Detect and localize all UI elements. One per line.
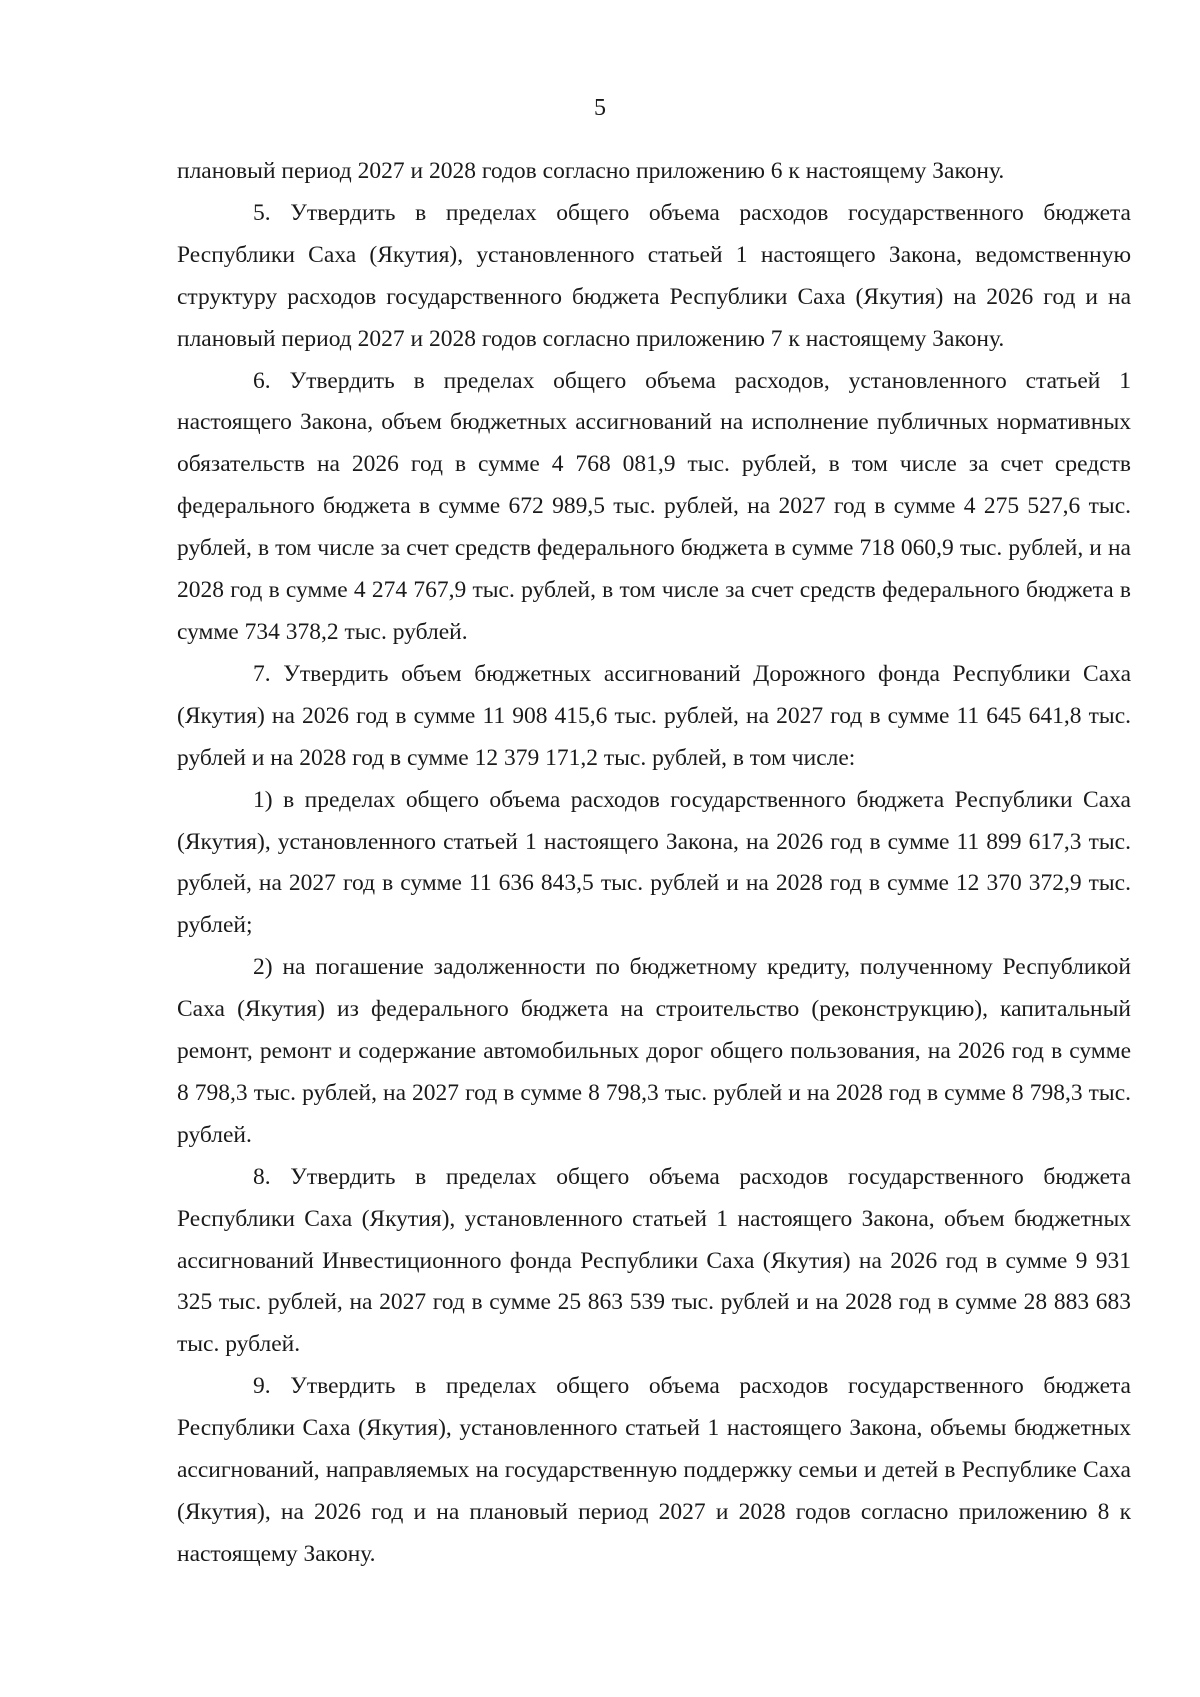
paragraph-item-7: 7. Утвердить объем бюджетных ассигнований Дорожного фонда Республики Саха (Якутия) на 2026 год в сумме 11 908 415,6 тыс. рублей, на 2027 год в сумме 11 645 641,8 тыс. рублей и на 2028 год в сумме 12 379 171,2 тыс. рублей, в том числе: bbox=[177, 660, 1131, 771]
paragraph-item-8: 8. Утвердить в пределах общего объема расходов государственного бюджета Республики Саха (Якутия), установленного статьей 1 настоящего Закона, объем бюджетных ассигнований Инвестиционного фонда Республики Саха (Якутия) на 2026 год в сумме 9 931 325 тыс. рублей, на 2027 год в сумме 25 863 539 тыс. рублей и на 2028 год в сумме 28 883 683 тыс. рублей. bbox=[177, 1163, 1131, 1358]
paragraph-item-5: 5. Утвердить в пределах общего объема расходов государственного бюджета Республики Саха (Якутия), установленного статьей 1 настоящего Закона, ведомственную структуру расходов государственного бюджета Республики Саха (Якутия) на 2026 год и на плановый период 2027 и 2028 годов согласно приложению 7 к настоящему Закону. bbox=[177, 199, 1131, 352]
page-number: 5 bbox=[594, 95, 606, 121]
paragraph-item-9: 9. Утвердить в пределах общего объема расходов государственного бюджета Республики Саха (Якутия), установленного статьей 1 настоящего Закона, объемы бюджетных ассигнований, направляемых на государственную поддержку семьи и детей в Республике Саха (Якутия), на 2026 год и на плановый период 2027 и 2028 годов согласно приложению 8 к настоящему Закону. bbox=[177, 1373, 1131, 1567]
paragraph-item-7-sub-1: 1) в пределах общего объема расходов государственного бюджета Республики Саха (Якутия), установленного статьей 1 настоящего Закона, на 2026 год в сумме 11 899 617,3 тыс. рублей, на 2027 год в сумме 11 636 843,5 тыс. рублей и на 2028 год в сумме 12 370 372,9 тыс. рублей; bbox=[177, 786, 1131, 939]
paragraph-continuation: плановый период 2027 и 2028 годов согласно приложению 6 к настоящему Закону. bbox=[177, 158, 1005, 184]
paragraph-item-7-sub-2: 2) на погашение задолженности по бюджетному кредиту, полученному Республикой Саха (Якутия) из федерального бюджета на строительство (реконструкцию), капитальный ремонт, ремонт и содержание автомобильных дорог общего пользования, на 2026 год в сумме 8 798,3 тыс. рублей, на 2027 год в сумме 8 798,3 тыс. рублей и на 2028 год в сумме 8 798,3 тыс. рублей. bbox=[177, 954, 1131, 1148]
paragraph-item-6: 6. Утвердить в пределах общего объема расходов, установленного статьей 1 настоящего Закона, объем бюджетных ассигнований на исполнение публичных нормативных обязательств на 2026 год в сумме 4 768 081,9 тыс. рублей, в том числе за счет средств федерального бюджета в сумме 672 989,5 тыс. рублей, на 2027 год в сумме 4 275 527,6 тыс. рублей, в том числе за счет средств федерального бюджета в сумме 718 060,9 тыс. рублей, и на 2028 год в сумме 4 274 767,9 тыс. рублей, в том числе за счет средств федерального бюджета в сумме 734 378,2 тыс. рублей. bbox=[177, 367, 1131, 645]
document-body bbox=[177, 151, 1131, 1576]
